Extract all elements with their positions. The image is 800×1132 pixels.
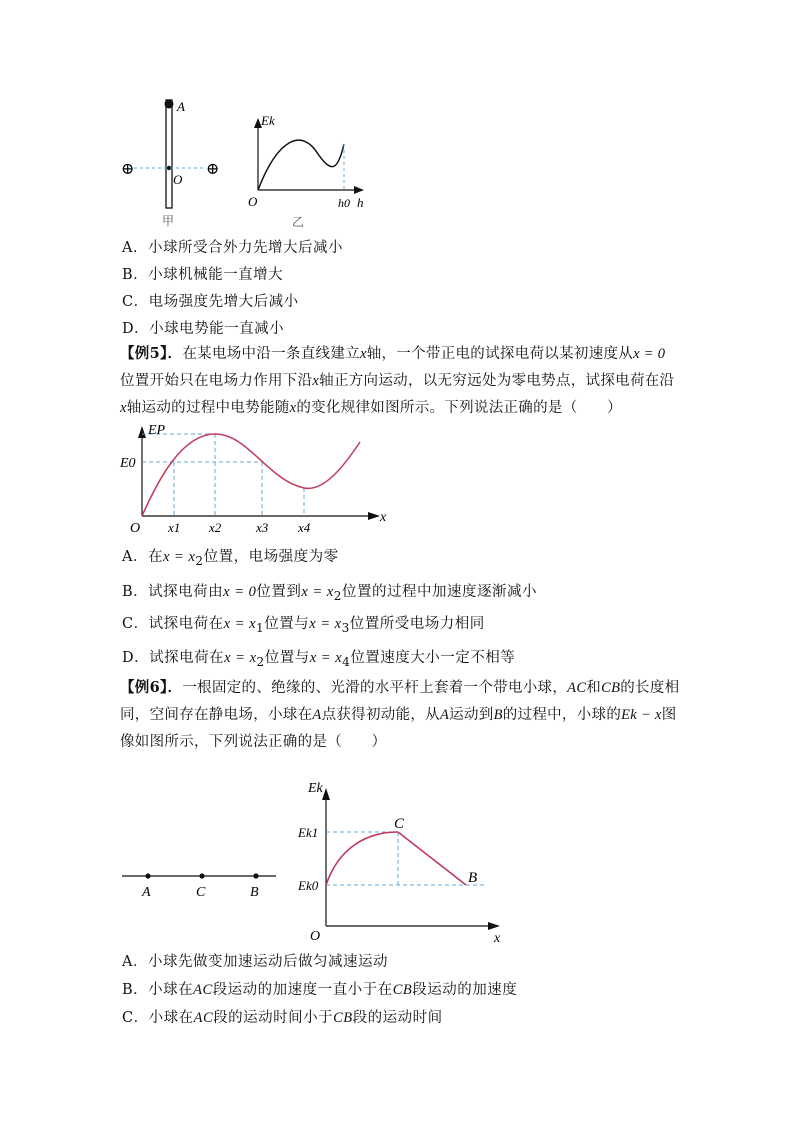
q5-option-d (122, 646, 515, 669)
figure-ep-x (118, 420, 398, 538)
math-sub: 2 (333, 588, 342, 603)
opt-text: 段的运动时间小于 (213, 1010, 334, 1026)
q5-label: 【例5】． (120, 345, 183, 362)
q6-option-b (122, 978, 517, 999)
q6-option-c (122, 1006, 443, 1027)
math-sub: 4 (342, 654, 351, 669)
math-ekx: Ek − x (621, 707, 662, 723)
math: x = x (223, 616, 257, 632)
ek-line-cb (398, 832, 466, 885)
var-x: x (289, 400, 297, 416)
x-axis-arrow (488, 922, 500, 930)
q6-option-a: A．小球先做变加速运动后做匀减速运动 (122, 954, 388, 970)
opt-text: C．试探电荷在 (122, 616, 224, 632)
charge-right: ⊕ (206, 161, 220, 178)
var-x: x (312, 373, 320, 389)
math-sub: 2 (256, 654, 265, 669)
math: x = x (309, 616, 342, 632)
ep-label: EP (148, 423, 166, 438)
ek1-label: Ek1 (298, 825, 319, 840)
math: x = x (309, 650, 343, 666)
vertical-rod (166, 100, 172, 208)
x4-label: x4 (298, 520, 311, 535)
math: x = x (301, 584, 334, 600)
q6-label: 【例6】． (120, 679, 183, 696)
q4-option-b: B．小球机械能一直增大 (122, 267, 284, 283)
q6-text: 和 (586, 680, 602, 696)
point-c-label: C (394, 816, 405, 832)
h-label: h (357, 195, 364, 210)
figure-rod (120, 860, 280, 900)
ek-curve-ac (326, 832, 398, 885)
origin-label: O (310, 929, 321, 944)
h0-label: h0 (338, 196, 350, 210)
figure-ek-x (296, 770, 516, 946)
q6-text: 点获得初动能，从 (321, 707, 440, 723)
var-x: x (120, 400, 127, 416)
math-sub: 3 (341, 620, 350, 635)
q5-text: 位置开始只在电场力作用下沿 (120, 373, 313, 389)
x3-label: x3 (256, 520, 269, 535)
point-b-label: B (468, 870, 478, 886)
q4-option-d: D．小球电势能一直减小 (122, 321, 285, 337)
q5-option-b (122, 580, 537, 603)
q5-text: 轴，一个带正电的试探电荷以某初速度从 (366, 346, 634, 362)
opt-text: 位置所受电场力相同 (349, 616, 485, 632)
figure-yi (240, 108, 380, 234)
q6-text: 一根固定的、绝缘的、光滑的水平杆上套着一个带电小球， (182, 680, 568, 696)
charge-left: ⊕ (121, 161, 135, 178)
opt-text: B．试探电荷由 (122, 584, 224, 600)
opt-text: 位置，电场强度为零 (203, 549, 339, 565)
q4-option-a: A．小球所受合外力先增大后减小 (122, 240, 343, 256)
figure-jia (110, 92, 240, 232)
opt-text: A．在 (122, 549, 163, 565)
q6-text: 的长度相同，空间存在静电场，小球在 (120, 680, 680, 723)
q5-option-c (122, 612, 485, 635)
opt-text: C．小球在 (122, 1010, 194, 1026)
opt-text: 位置速度大小一定不相等 (350, 650, 516, 666)
seg-ac: AC (193, 982, 213, 998)
caption-jia: 甲 (162, 214, 175, 228)
e0-label: E0 (120, 456, 136, 471)
rod-label-c: C (196, 885, 206, 900)
seg-ac: AC (193, 1010, 214, 1026)
caption-yi: 乙 (292, 215, 305, 229)
opt-text: D．试探电荷在 (122, 650, 225, 666)
opt-text: 段运动的加速度 (412, 982, 518, 998)
math-sub: 2 (195, 553, 204, 568)
math: x = x (162, 549, 196, 565)
point-O (167, 166, 171, 170)
opt-text: B．小球在 (122, 982, 194, 998)
x1-label: x1 (168, 520, 181, 535)
q6-text: 图像如图所示，下列说法正确的是（ ） (120, 707, 677, 750)
opt-text: 位置的过程中加速度逐渐减小 (341, 584, 537, 600)
x-axis-label: x (380, 510, 387, 525)
x-axis-arrow (368, 512, 380, 520)
opt-text: 位置到 (256, 584, 302, 600)
math-x0: x = 0 (633, 346, 666, 362)
q5-text: 轴正方向运动，以无穷远处为零电势点，试探电荷在沿 (319, 373, 675, 389)
y-axis-arrow (138, 426, 146, 438)
math-sub: 1 (256, 620, 265, 635)
x2-label: x2 (209, 520, 222, 535)
rod-point-c (199, 873, 204, 878)
y-axis-arrow (322, 788, 330, 800)
ek0-label: Ek0 (298, 878, 319, 893)
rod-label-a: A (142, 885, 151, 900)
seg-ac: AC (567, 680, 587, 696)
seg-cb: CB (392, 982, 413, 998)
rod-point-a (145, 873, 150, 878)
q5-option-a (122, 545, 339, 568)
ek-curve (258, 140, 344, 190)
point-a: A (312, 707, 322, 723)
q5-stem (120, 340, 680, 422)
q6-text: 运动到 (449, 707, 494, 723)
q6-stem (120, 674, 680, 756)
ek-label: Ek (261, 113, 275, 128)
ep-curve (142, 434, 360, 516)
rod-label-b: B (250, 885, 259, 900)
math: x = 0 (223, 584, 257, 600)
ek-axis-label: Ek (308, 781, 323, 796)
opt-text: 位置与 (264, 650, 310, 666)
seg-cb: CB (601, 680, 621, 696)
label-A: A (177, 99, 185, 114)
opt-text: 段的运动时间 (352, 1010, 443, 1026)
opt-text: 段运动的加速度一直小于在 (212, 982, 393, 998)
var-x: x (359, 346, 367, 362)
math: x = x (224, 650, 257, 666)
origin-label: O (130, 521, 141, 536)
label-O: O (173, 172, 183, 187)
opt-text: 位置与 (264, 616, 310, 632)
ball-A (165, 100, 174, 109)
q5-text: 在某电场中沿一条直线建立 (182, 346, 360, 362)
seg-cb: CB (333, 1010, 353, 1026)
q5-text: 轴运动的过程中电势能随 (126, 400, 290, 416)
point-a: A (439, 707, 450, 723)
q5-text: 的变化规律如图所示。下列说法正确的是（ ） (296, 400, 622, 416)
point-b: B (493, 707, 503, 723)
rod-point-b (253, 873, 258, 878)
q4-option-c: C．电场强度先增大后减小 (122, 294, 299, 310)
x-axis-label: x (494, 931, 501, 946)
q6-text: 的过程中，小球的 (502, 707, 622, 723)
origin-label: O (248, 194, 258, 209)
x-axis-arrow (354, 186, 364, 194)
